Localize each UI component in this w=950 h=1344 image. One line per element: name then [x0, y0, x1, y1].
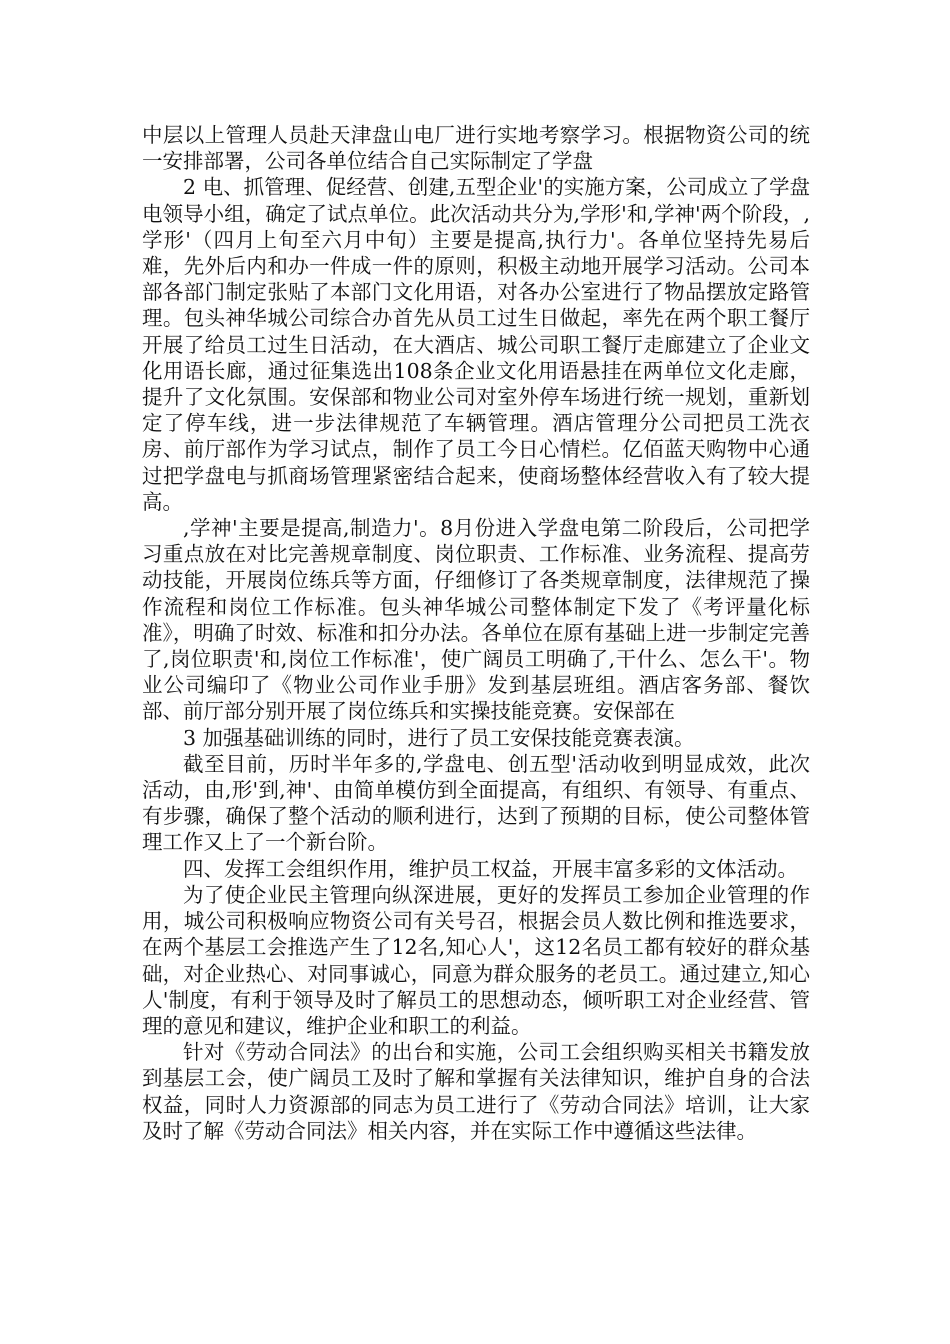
document-body: [142, 122, 810, 1144]
paragraph-5: 截至目前，历时半年多的,学盘电、创五型'活动收到明显成效，此次活动，由,形'到,神'、由简单模仿到全面提高，有组织、有领导、有重点、有步骤，确保了整个活动的顺利进行，达到了预期的目标，使公司整体管理工作又上了一个新台阶。: [142, 751, 810, 855]
paragraph-2: 2 电、抓管理、促经营、创建,五型企业'的实施方案，公司成立了学盘电领导小组，确定了试点单位。此次活动共分为,学形'和,学神'两个阶段，,学形'（四月上旬至六月中旬）主要是提高,执行力'。各单位坚持先易后难，先外后内和办一件成一件的原则，积极主动地开展学习活动。公司本部各部门制定张贴了本部门文化用语，对各办公室进行了物品摆放定路管理。包头神华城公司综合办首先从员工过生日做起，率先在两个职工餐厅开展了给员工过生日活动，在大酒店、城公司职工餐厅走廊建立了企业文化用语长廊，通过征集选出108条企业文化用语悬挂在两单位文化走廊，提升了文化氛围。安保部和物业公司对室外停车场进行统一规划，重新划定了停车线，进一步法律规范了车辆管理。酒店管理分公司把员工洗衣房、前厅部作为学习试点，制作了员工今日心情栏。亿佰蓝天购物中心通过把学盘电与抓商场管理紧密结合起来，使商场整体经营收入有了较大提高。: [142, 175, 810, 514]
paragraph-7: 针对《劳动合同法》的出台和实施，公司工会组织购买相关书籍发放到基层工会，使广阔员工及时了解和掌握有关法律知识，维护自身的合法权益，同时人力资源部的同志为员工进行了《劳动合同法》培训，让大家及时了解《劳动合同法》相关内容，并在实际工作中遵循这些法律。: [142, 1040, 810, 1143]
section-heading-4: 四、发挥工会组织作用，维护员工权益，开展丰富多彩的文体活动。: [183, 856, 798, 881]
paragraph-6: 为了使企业民主管理向纵深进展，更好的发挥员工参加企业管理的作用，城公司积极响应物资公司有关号召，根据会员人数比例和推选要求，在两个基层工会推选产生了12名,知心人'，这12名员工都有较好的群众基础，对企业热心、对同事诚心，同意为群众服务的老员工。通过建立,知心人'制度，有利于领导及时了解员工的思想动态，倾听职工对企业经营、管理的意见和建议，维护企业和职工的利益。: [142, 882, 810, 1038]
paragraph-4: 3 加强基础训练的同时，进行了员工安保技能竞赛表演。: [183, 725, 695, 750]
paragraph-1: 中层以上管理人员赴天津盘山电厂进行实地考察学习。根据物资公司的统一安排部署，公司各单位结合自己实际制定了学盘: [142, 123, 810, 174]
paragraph-3: ,学神'主要是提高,制造力'。8月份进入学盘电第二阶段后，公司把学习重点放在对比完善规章制度、岗位职责、工作标准、业务流程、提高劳动技能，开展岗位练兵等方面，仔细修订了各类规章制度，法律规范了操作流程和岗位工作标准。包头神华城公司整体制定下发了《考评量化标准》，明确了时效、标准和扣分办法。各单位在原有基础上进一步制定完善了,岗位职责'和,岗位工作标准'，使广阔员工明确了,干什么、怎么干'。物业公司编印了《物业公司作业手册》发到基层班组。酒店客务部、餐饮部、前厅部分别开展了岗位练兵和实操技能竞赛。安保部在: [142, 516, 810, 724]
